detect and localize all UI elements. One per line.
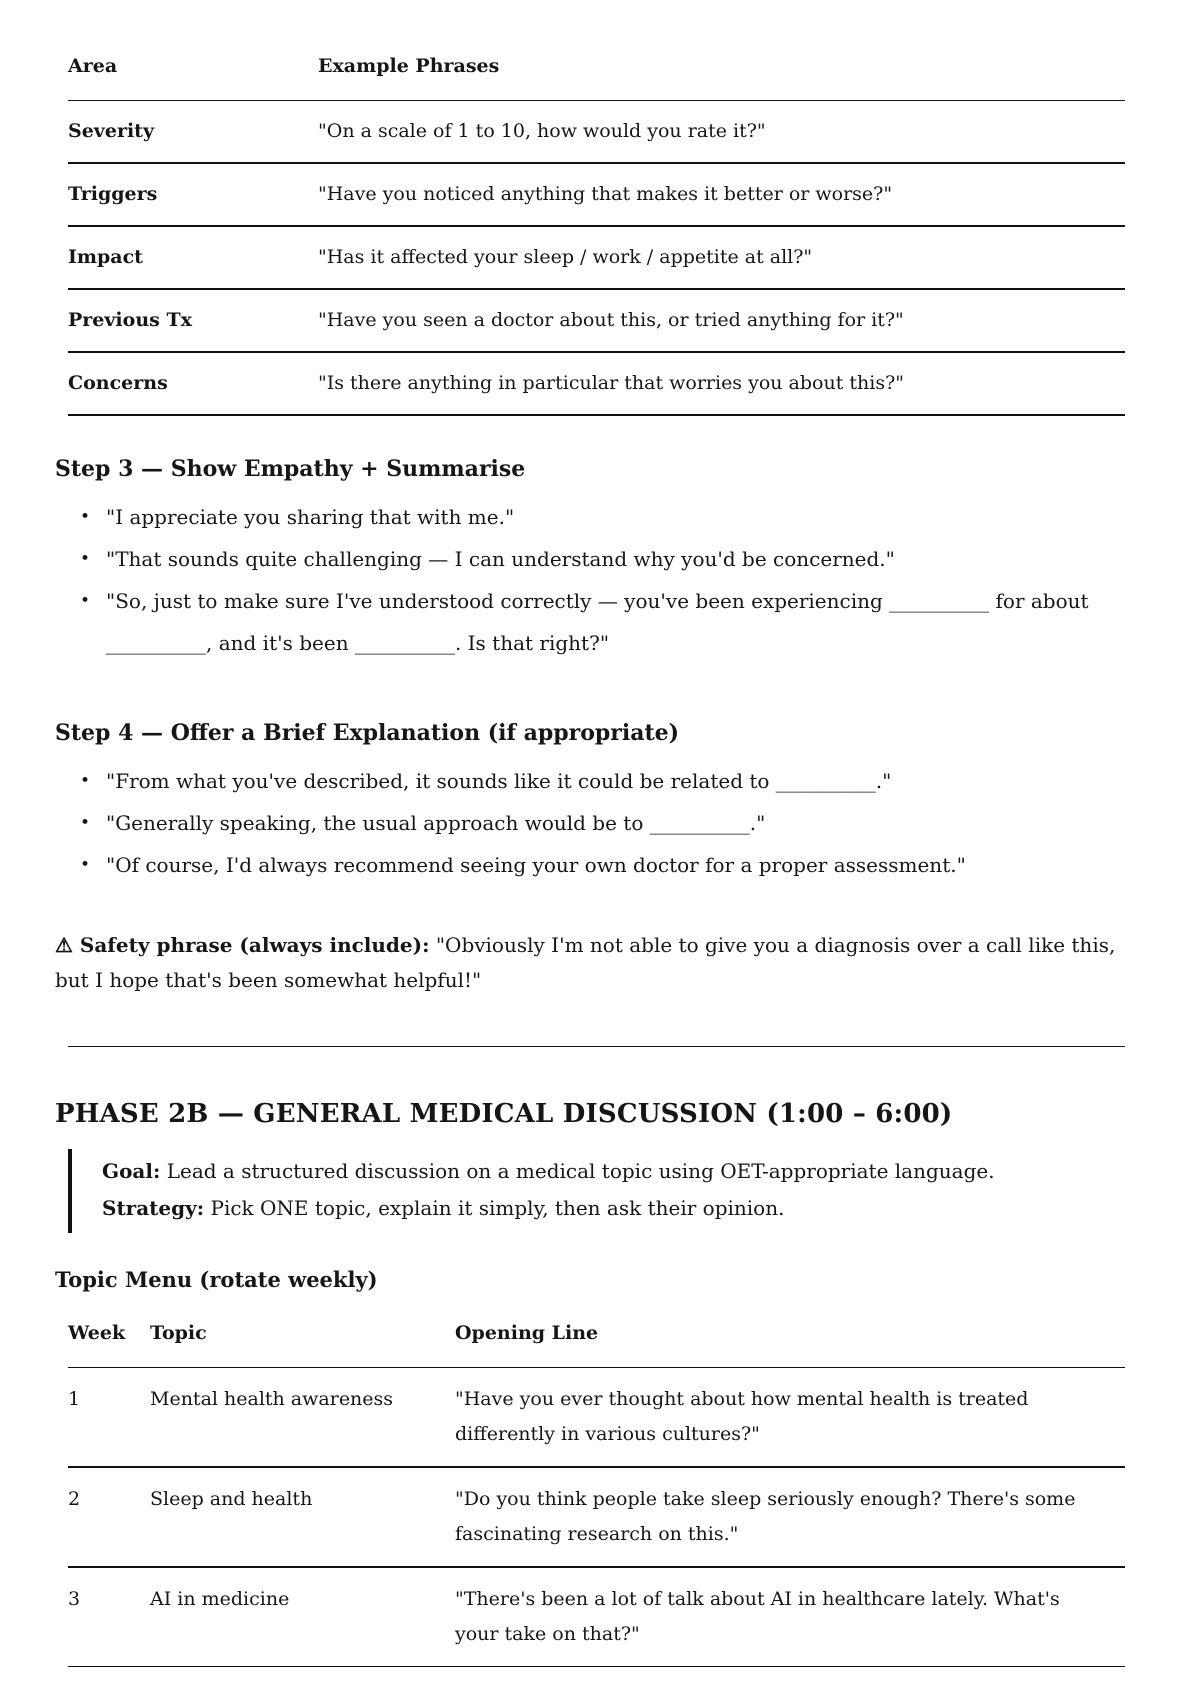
- topic-col-header-topic: Topic: [150, 1312, 455, 1368]
- warning-icon: ⚠: [55, 933, 73, 957]
- topic-menu-table: [68, 1312, 1125, 1667]
- goal-line: [102, 1153, 1137, 1190]
- bullet-icon: •: [80, 855, 91, 875]
- intake-area-cell: Triggers: [68, 163, 318, 226]
- safety-phrase-label: ⚠ Safety phrase (always include):: [55, 933, 430, 957]
- step3-bullet-text: "So, just to make sure I've understood correctly — you've been experiencing __________ for about __________, and it's been __________. Is that right?": [106, 589, 1089, 655]
- topic-col-header-week: Week: [68, 1312, 150, 1368]
- intake-table-header-row: [68, 45, 1125, 101]
- intake-phrase-cell: "Have you noticed anything that makes it better or worse?": [318, 163, 1125, 226]
- topic-line-cell: "Have you ever thought about how mental health is treated differently in various cultures?": [455, 1368, 1125, 1468]
- topic-week-cell: 3: [68, 1567, 150, 1667]
- phase2b-heading: PHASE 2B — GENERAL MEDICAL DISCUSSION (1:00 – 6:00): [55, 1099, 953, 1129]
- intake-phrase-cell: "Is there anything in particular that worries you about this?": [318, 352, 1125, 415]
- bullet-icon: •: [80, 813, 91, 833]
- table-row: [68, 1467, 1125, 1567]
- bullet-icon: •: [80, 507, 91, 527]
- intake-area-cell: Previous Tx: [68, 289, 318, 352]
- bullet-icon: •: [80, 549, 91, 569]
- strategy-line: [102, 1190, 1137, 1227]
- topic-week-cell: 2: [68, 1467, 150, 1567]
- topic-name-cell: Mental health awareness: [150, 1368, 455, 1468]
- intake-area-cell: Impact: [68, 226, 318, 289]
- step4-bullet-text: "Generally speaking, the usual approach would be to __________.": [106, 811, 766, 835]
- intake-area-cell: Concerns: [68, 352, 318, 415]
- safety-phrase-text: "Obviously I'm not able to give you a diagnosis over a call like this, but I hope that's been somewhat helpful!": [55, 933, 1116, 992]
- table-row: [68, 101, 1125, 164]
- step4-bullet-list: [55, 760, 1137, 886]
- topic-menu-table-wrap: [55, 1312, 1137, 1667]
- list-item: [80, 760, 1137, 802]
- step4-bullet-text: "From what you've described, it sounds like it could be related to __________.": [106, 769, 892, 793]
- phase2b-callout: [68, 1149, 1137, 1233]
- table-row: [68, 1368, 1125, 1468]
- list-item: [80, 580, 1137, 664]
- step3-heading: Step 3 — Show Empathy + Summarise: [55, 456, 526, 482]
- topic-name-cell: Sleep and health: [150, 1467, 455, 1567]
- step4-bullet-text: "Of course, I'd always recommend seeing your own doctor for a proper assessment.": [106, 853, 966, 877]
- intake-phrase-cell: "Has it affected your sleep / work / appetite at all?": [318, 226, 1125, 289]
- intake-phrase-cell: "On a scale of 1 to 10, how would you rate it?": [318, 101, 1125, 164]
- safety-phrase-paragraph: [55, 928, 1137, 998]
- step3-bullet-text: "That sounds quite challenging — I can understand why you'd be concerned.": [106, 547, 895, 571]
- goal-label: Goal:: [102, 1159, 161, 1183]
- topic-col-header-line: Opening Line: [455, 1312, 1125, 1368]
- table-row: [68, 163, 1125, 226]
- topic-table-header-row: [68, 1312, 1125, 1368]
- list-item: [80, 538, 1137, 580]
- list-item: [80, 496, 1137, 538]
- list-item: [80, 802, 1137, 844]
- step3-bullet-list: [55, 496, 1137, 664]
- strategy-label: Strategy:: [102, 1196, 205, 1220]
- table-row: [68, 352, 1125, 415]
- goal-text: Lead a structured discussion on a medical topic using OET-appropriate language.: [160, 1159, 995, 1183]
- intake-area-cell: Severity: [68, 101, 318, 164]
- bullet-icon: •: [80, 591, 91, 611]
- topic-menu-heading: Topic Menu (rotate weekly): [55, 1267, 378, 1292]
- topic-line-cell: "There's been a lot of talk about AI in healthcare lately. What's your take on that?": [455, 1567, 1125, 1667]
- intake-table: [68, 45, 1125, 416]
- step4-heading: Step 4 — Offer a Brief Explanation (if appropriate): [55, 720, 680, 746]
- topic-week-cell: 1: [68, 1368, 150, 1468]
- topic-name-cell: AI in medicine: [150, 1567, 455, 1667]
- table-row: [68, 1567, 1125, 1667]
- section-divider: [68, 1046, 1125, 1047]
- topic-line-cell: "Do you think people take sleep seriously enough? There's some fascinating research on this.": [455, 1467, 1125, 1567]
- bullet-icon: •: [80, 771, 91, 791]
- strategy-text: Pick ONE topic, explain it simply, then ask their opinion.: [204, 1196, 785, 1220]
- intake-col-header-area: Area: [68, 45, 318, 101]
- intake-phrase-cell: "Have you seen a doctor about this, or tried anything for it?": [318, 289, 1125, 352]
- table-row: [68, 226, 1125, 289]
- table-row: [68, 289, 1125, 352]
- intake-col-header-phrases: Example Phrases: [318, 45, 1125, 101]
- step3-bullet-text: "I appreciate you sharing that with me.": [106, 505, 515, 529]
- list-item: [80, 844, 1137, 886]
